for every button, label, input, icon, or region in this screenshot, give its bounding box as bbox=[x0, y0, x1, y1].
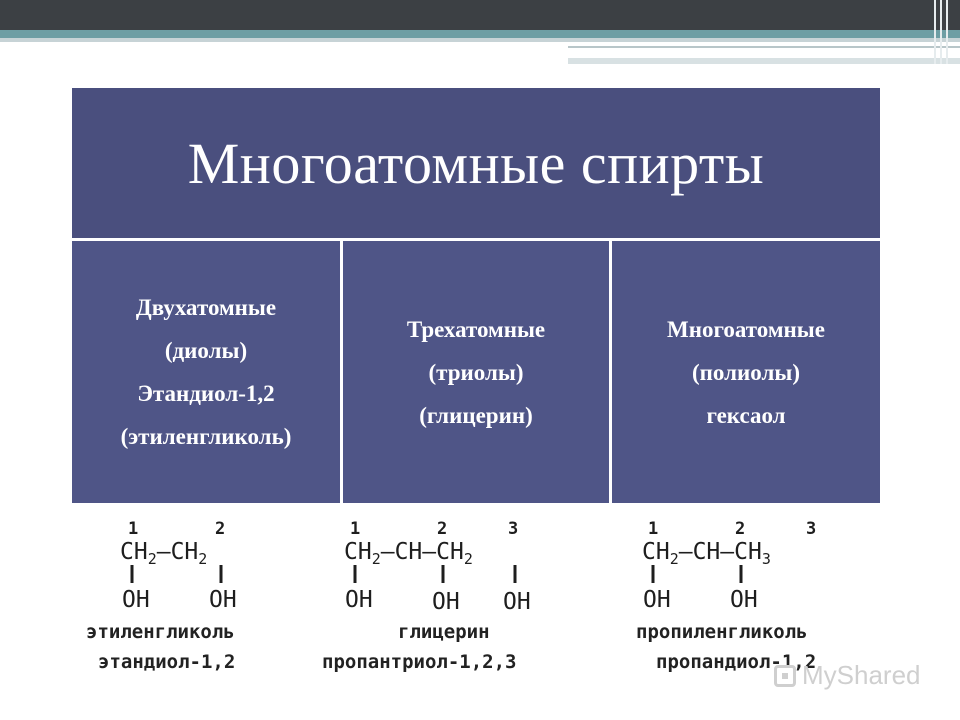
category-line: (этиленгликоль) bbox=[120, 424, 292, 449]
top-bar-light bbox=[0, 38, 960, 42]
carbon-number: 1 bbox=[648, 519, 659, 539]
hydroxyl-group: OH bbox=[345, 587, 373, 613]
formula-ethylene-glycol bbox=[120, 519, 237, 613]
formula-name-3: пропиленгликоль bbox=[636, 621, 808, 643]
formula-systematic-3: пропандиол-1,2 bbox=[656, 651, 817, 673]
hydroxyl-group: OH bbox=[209, 587, 237, 613]
decor-rule bbox=[568, 46, 960, 48]
watermark-icon bbox=[774, 665, 796, 687]
slide-title: Многоатомные спирты bbox=[187, 130, 765, 196]
carbon-number: 2 bbox=[437, 519, 448, 539]
category-line: (полиолы) bbox=[692, 359, 800, 385]
chain-text: $CH_2—CH—CH_2$ bbox=[344, 539, 473, 568]
carbon-number: 2 bbox=[735, 519, 746, 539]
hydroxyl-group: OH bbox=[643, 587, 671, 613]
category-line: Двухатомные bbox=[135, 295, 277, 320]
category-polyols bbox=[612, 241, 880, 503]
carbon-number: 3 bbox=[508, 519, 519, 539]
watermark bbox=[774, 660, 921, 691]
formula-glycerin bbox=[344, 519, 531, 615]
hydroxyl-group: OH bbox=[432, 589, 460, 615]
category-line: гексаол bbox=[706, 402, 786, 428]
formula-systematic-2: пропантриол-1,2,3 bbox=[322, 651, 517, 673]
top-bar-accent bbox=[0, 30, 960, 38]
carbon-number: 1 bbox=[128, 519, 139, 539]
carbon-number: 1 bbox=[350, 519, 361, 539]
decor-corner-lines bbox=[934, 0, 952, 64]
title-box bbox=[72, 88, 880, 238]
formula-name-1: этиленгликоль bbox=[86, 621, 235, 643]
hydroxyl-group: OH bbox=[122, 587, 150, 613]
formula-name-2: глицерин bbox=[398, 621, 490, 643]
watermark-text: MyShared bbox=[802, 660, 921, 690]
formula-systematic-1: этандиол-1,2 bbox=[98, 651, 236, 673]
category-line: (диолы) bbox=[164, 338, 248, 363]
category-diols bbox=[72, 241, 340, 503]
category-line: Этандиол-1,2 bbox=[137, 381, 275, 406]
top-bar bbox=[0, 0, 960, 30]
category-line: (триолы) bbox=[428, 359, 524, 385]
category-triols bbox=[343, 241, 609, 503]
carbon-number: 3 bbox=[806, 519, 817, 539]
category-line: (глицерин) bbox=[419, 402, 533, 428]
formula-propylene-glycol bbox=[642, 519, 816, 613]
hydroxyl-group: OH bbox=[503, 589, 531, 615]
category-line: Трехатомные bbox=[406, 316, 546, 342]
decor-rule-2 bbox=[568, 58, 960, 64]
hydroxyl-group: OH bbox=[730, 587, 758, 613]
category-line: Многоатомные bbox=[667, 316, 825, 342]
formulas-area bbox=[72, 503, 880, 693]
chain-text: $CH_2—CH_2$ bbox=[120, 539, 208, 568]
carbon-number: 2 bbox=[215, 519, 226, 539]
chain-text: $CH_2—CH—CH_3$ bbox=[642, 539, 771, 568]
